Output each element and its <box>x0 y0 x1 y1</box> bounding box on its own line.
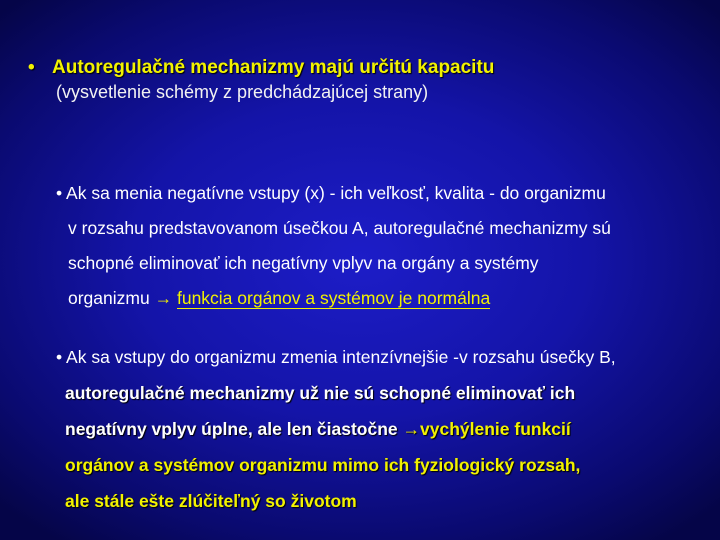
paragraph2-bullet: • <box>56 347 63 367</box>
paragraph2-line3-prefix: negatívny vplyv úplne, ale len čiastočne <box>65 419 398 439</box>
paragraph2-line5: ale stále ešte zlúčiteľný so životom <box>65 491 357 511</box>
paragraph1-line4 <box>56 281 706 316</box>
paragraph1-line3: schopné eliminovať ich negatívny vplyv na orgány a systémy <box>68 253 539 273</box>
paragraph-inputs-range-b <box>56 339 711 519</box>
heading-subtitle: (vysvetlenie schémy z predchádzajúcej strany) <box>56 82 429 102</box>
heading-bullet: • <box>28 57 35 78</box>
right-arrow-icon: → <box>402 419 420 439</box>
paragraph2-line3 <box>56 411 711 447</box>
paragraph1-bullet: • <box>56 183 63 203</box>
paragraph1-line2: v rozsahu predstavovanom úsečkou A, autoregulačné mechanizmy sú <box>68 218 611 238</box>
paragraph2-deviation: vychýlenie funkcií <box>420 419 571 439</box>
slide-heading <box>28 56 688 104</box>
paragraph2-line4: orgánov a systémov organizmu mimo ich fyziologický rozsah, <box>65 455 581 475</box>
paragraph2-line2: autoregulačné mechanizmy už nie sú schopné eliminovať ich <box>65 383 576 403</box>
heading-title-line <box>28 56 688 80</box>
paragraph1-line1-text: Ak sa menia negatívne vstupy (x) - ich veľkosť, kvalita - do organizmu <box>66 183 606 203</box>
right-arrow-icon: → <box>154 288 173 308</box>
paragraph1-conclusion: funkcia orgánov a systémov je normálna <box>176 288 491 308</box>
paragraph-inputs-range-a <box>56 176 706 316</box>
paragraph2-line1 <box>56 339 711 375</box>
paragraph1-line1 <box>56 176 706 211</box>
heading-title: Autoregulačné mechanizmy majú určitú kapacitu <box>52 57 495 78</box>
paragraph1-line4-prefix: organizmu <box>68 288 150 308</box>
paragraph2-line1-text: Ak sa vstupy do organizmu zmenia intenzívnejšie -v rozsahu úsečky B, <box>66 347 616 367</box>
